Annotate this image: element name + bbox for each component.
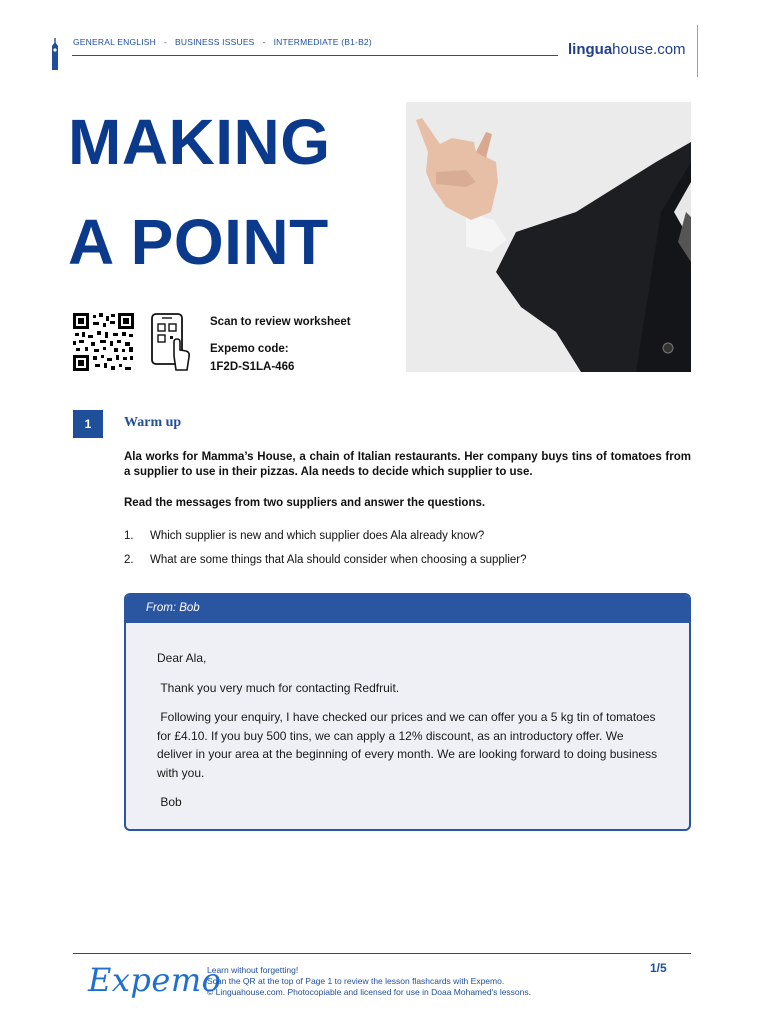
email-from-header: From: Bob xyxy=(126,595,689,623)
email-signature: Bob xyxy=(157,795,182,809)
expemo-logo[interactable]: Expemo xyxy=(88,961,222,999)
question-number: 2. xyxy=(124,554,134,566)
header-vertical-divider xyxy=(697,25,698,77)
footer-copyright: © Linguahouse.com. Photocopiable and licensed for use in Doaa Mohamed's lessons. xyxy=(207,987,532,997)
title-line-1: MAKING xyxy=(68,106,331,178)
breadcrumb-item-level[interactable]: INTERMEDIATE (B1-B2) xyxy=(273,37,372,47)
logo-rest-part: house.com xyxy=(612,41,686,58)
list-item xyxy=(124,530,527,554)
breadcrumb-separator: - xyxy=(164,37,168,47)
scan-label: Scan to review worksheet xyxy=(210,316,351,328)
expemo-code: 1F2D-S1LA-466 xyxy=(210,361,295,373)
footer-tagline: Learn without forgetting! xyxy=(207,965,299,975)
list-item xyxy=(124,554,527,578)
expemo-code-label: Expemo code: xyxy=(210,343,289,355)
instruction-text: Read the messages from two suppliers and answer the questions. xyxy=(124,497,486,509)
breadcrumb xyxy=(73,37,372,47)
email-body xyxy=(126,623,689,812)
footer-text xyxy=(207,965,531,998)
email-paragraph: Following your enquiry, I have checked our prices and we can offer you a 5 kg tin of tomatoes for £4.10. If you buy 500 tins, we can apply a 12% discount, as an introductory offer. We deliver in your area at the beginning of every month. We are looking forward to doing business with you. xyxy=(157,710,661,780)
email-greeting: Dear Ala, xyxy=(157,651,207,665)
email-paragraph: Thank you very much for contacting Redfruit. xyxy=(157,680,400,695)
breadcrumb-item-topic[interactable]: BUSINESS ISSUES xyxy=(175,37,255,47)
intro-paragraph: Ala works for Mamma’s House, a chain of Italian restaurants. Her company buys tins of tomatoes from a supplier to use in their pizzas. Ala needs to decide which supplier to use. xyxy=(124,451,691,478)
qr-code-icon[interactable] xyxy=(73,313,134,371)
breadcrumb-item-course[interactable]: GENERAL ENGLISH xyxy=(73,37,156,47)
scan-info xyxy=(210,313,351,376)
title-line-2: A POINT xyxy=(68,206,329,278)
page-title xyxy=(68,92,331,292)
page-number: 1/5 xyxy=(650,961,667,975)
question-text: Which supplier is new and which supplier does Ala already know? xyxy=(150,530,485,542)
section-number: 1 xyxy=(73,410,103,438)
header-divider xyxy=(72,55,558,56)
phone-scan-icon xyxy=(150,312,192,372)
page-header xyxy=(0,0,768,80)
breadcrumb-separator: - xyxy=(262,37,266,47)
logo-bold-part: lingua xyxy=(568,41,613,58)
linguahouse-logo[interactable] xyxy=(568,41,686,58)
footer-divider xyxy=(73,953,691,954)
businessman-pointing-photo xyxy=(406,102,691,372)
question-list xyxy=(124,530,527,578)
email-message-box xyxy=(124,593,691,831)
footer-instruction: Scan the QR at the top of Page 1 to review the lesson flashcards with Expemo. xyxy=(207,976,505,986)
section-title: Warm up xyxy=(124,415,182,430)
question-text: What are some things that Ala should consider when choosing a supplier? xyxy=(150,554,527,566)
big-ben-icon xyxy=(50,38,60,70)
question-number: 1. xyxy=(124,530,134,542)
